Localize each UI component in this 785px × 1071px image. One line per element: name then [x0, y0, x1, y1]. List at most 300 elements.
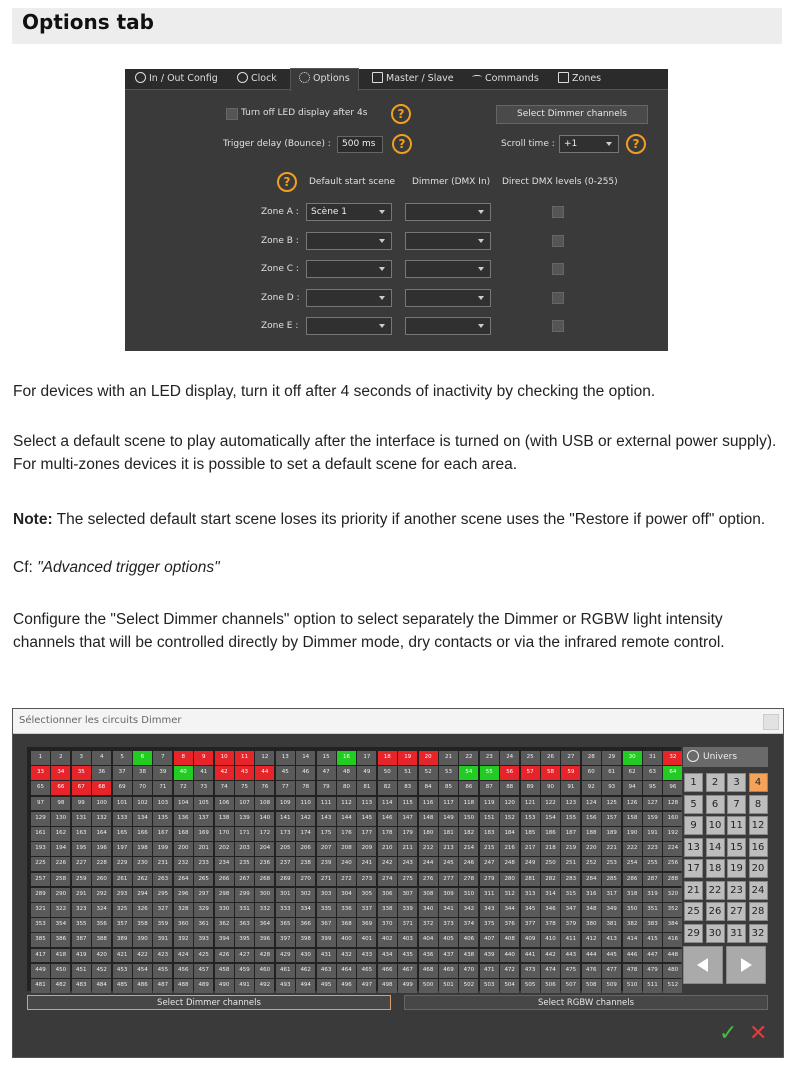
channel-cell[interactable]: 87: [480, 781, 499, 795]
channel-cell[interactable]: 220: [582, 842, 601, 856]
universe-button[interactable]: 20: [749, 859, 768, 878]
channel-cell[interactable]: 244: [419, 857, 438, 871]
zone-b-dimmer-select[interactable]: [405, 232, 491, 250]
channel-cell[interactable]: 144: [337, 812, 356, 826]
channel-cell[interactable]: 159: [643, 812, 662, 826]
channel-cell[interactable]: 405: [439, 933, 458, 947]
channel-cell[interactable]: 190: [623, 827, 642, 841]
universe-button[interactable]: 6: [706, 795, 725, 814]
channel-cell[interactable]: 360: [174, 918, 193, 932]
channel-cell[interactable]: 402: [378, 933, 397, 947]
channel-cell[interactable]: 297: [194, 888, 213, 902]
channel-cell[interactable]: 495: [317, 979, 336, 993]
channel-cell[interactable]: 324: [92, 903, 111, 917]
channel-cell[interactable]: 228: [92, 857, 111, 871]
channel-cell[interactable]: 124: [582, 797, 601, 811]
universe-button[interactable]: 12: [749, 816, 768, 835]
channel-cell[interactable]: 364: [255, 918, 274, 932]
channel-cell[interactable]: 2: [51, 751, 70, 765]
channel-cell[interactable]: 383: [643, 918, 662, 932]
channel-cell[interactable]: 146: [378, 812, 397, 826]
channel-cell[interactable]: 157: [602, 812, 621, 826]
channel-cell[interactable]: 232: [174, 857, 193, 871]
channel-cell[interactable]: 262: [133, 873, 152, 887]
tab-clock[interactable]: Clock: [237, 69, 277, 89]
channel-cell[interactable]: 325: [113, 903, 132, 917]
channel-cell[interactable]: 467: [398, 964, 417, 978]
channel-cell[interactable]: 454: [133, 964, 152, 978]
zone-e-scene-select[interactable]: [306, 317, 392, 335]
channel-cell[interactable]: 499: [398, 979, 417, 993]
channel-cell[interactable]: 428: [255, 949, 274, 963]
channel-cell[interactable]: 24: [500, 751, 519, 765]
channel-cell[interactable]: 459: [235, 964, 254, 978]
channel-cell[interactable]: 179: [398, 827, 417, 841]
channel-cell[interactable]: 18: [378, 751, 397, 765]
channel-cell[interactable]: 186: [541, 827, 560, 841]
channel-cell[interactable]: 85: [439, 781, 458, 795]
help-icon-trigger[interactable]: ?: [392, 134, 412, 154]
channel-cell[interactable]: 57: [521, 766, 540, 780]
channel-cell[interactable]: 299: [235, 888, 254, 902]
channel-cell[interactable]: 468: [419, 964, 438, 978]
channel-cell[interactable]: 406: [459, 933, 478, 947]
channel-cell[interactable]: 52: [419, 766, 438, 780]
channel-cell[interactable]: 308: [419, 888, 438, 902]
channel-cell[interactable]: 155: [561, 812, 580, 826]
channel-cell[interactable]: 396: [255, 933, 274, 947]
channel-cell[interactable]: 366: [296, 918, 315, 932]
channel-cell[interactable]: 392: [174, 933, 193, 947]
channel-cell[interactable]: 114: [378, 797, 397, 811]
channel-cell[interactable]: 88: [500, 781, 519, 795]
help-icon-scroll[interactable]: ?: [626, 134, 646, 154]
channel-cell[interactable]: 7: [153, 751, 172, 765]
universe-button[interactable]: 7: [727, 795, 746, 814]
channel-cell[interactable]: 323: [72, 903, 91, 917]
channel-cell[interactable]: 121: [521, 797, 540, 811]
channel-cell[interactable]: 343: [480, 903, 499, 917]
channel-cell[interactable]: 441: [521, 949, 540, 963]
channel-cell[interactable]: 288: [663, 873, 682, 887]
channel-cell[interactable]: 373: [439, 918, 458, 932]
channel-cell[interactable]: 131: [72, 812, 91, 826]
channel-cell[interactable]: 11: [235, 751, 254, 765]
channel-cell[interactable]: 498: [378, 979, 397, 993]
channel-cell[interactable]: 512: [663, 979, 682, 993]
channel-cell[interactable]: 51: [398, 766, 417, 780]
channel-cell[interactable]: 410: [541, 933, 560, 947]
next-universe-button[interactable]: [726, 946, 766, 984]
channel-cell[interactable]: 221: [602, 842, 621, 856]
channel-cell[interactable]: 32: [663, 751, 682, 765]
channel-cell[interactable]: 107: [235, 797, 254, 811]
channel-cell[interactable]: 484: [92, 979, 111, 993]
channel-cell[interactable]: 265: [194, 873, 213, 887]
channel-cell[interactable]: 281: [521, 873, 540, 887]
channel-cell[interactable]: 161: [31, 827, 50, 841]
channel-cell[interactable]: 256: [663, 857, 682, 871]
channel-cell[interactable]: 260: [92, 873, 111, 887]
channel-cell[interactable]: 252: [582, 857, 601, 871]
channel-cell[interactable]: 195: [72, 842, 91, 856]
channel-cell[interactable]: 478: [623, 964, 642, 978]
channel-cell[interactable]: 237: [276, 857, 295, 871]
cancel-icon[interactable]: ✕: [749, 1021, 768, 1046]
channel-cell[interactable]: 139: [235, 812, 254, 826]
universe-button[interactable]: 3: [727, 773, 746, 792]
channel-cell[interactable]: 218: [541, 842, 560, 856]
channel-cell[interactable]: 340: [419, 903, 438, 917]
channel-cell[interactable]: 328: [174, 903, 193, 917]
channel-cell[interactable]: 302: [296, 888, 315, 902]
channel-cell[interactable]: 362: [215, 918, 234, 932]
channel-cell[interactable]: 342: [459, 903, 478, 917]
channel-cell[interactable]: 150: [459, 812, 478, 826]
channel-cell[interactable]: 196: [92, 842, 111, 856]
channel-cell[interactable]: 173: [276, 827, 295, 841]
channel-cell[interactable]: 422: [133, 949, 152, 963]
channel-cell[interactable]: 507: [561, 979, 580, 993]
led-off-checkbox[interactable]: [226, 108, 238, 120]
channel-cell[interactable]: 353: [31, 918, 50, 932]
zone-a-dimmer-select[interactable]: [405, 203, 491, 221]
channel-cell[interactable]: 411: [561, 933, 580, 947]
channel-cell[interactable]: 387: [72, 933, 91, 947]
channel-cell[interactable]: 163: [72, 827, 91, 841]
channel-cell[interactable]: 82: [378, 781, 397, 795]
channel-cell[interactable]: 466: [378, 964, 397, 978]
channel-cell[interactable]: 171: [235, 827, 254, 841]
channel-cell[interactable]: 198: [133, 842, 152, 856]
channel-cell[interactable]: 348: [582, 903, 601, 917]
channel-cell[interactable]: 435: [398, 949, 417, 963]
channel-cell[interactable]: 431: [317, 949, 336, 963]
channel-cell[interactable]: 112: [337, 797, 356, 811]
channel-cell[interactable]: 494: [296, 979, 315, 993]
channel-cell[interactable]: 339: [398, 903, 417, 917]
channel-cell[interactable]: 48: [337, 766, 356, 780]
channel-cell[interactable]: 462: [296, 964, 315, 978]
channel-cell[interactable]: 321: [31, 903, 50, 917]
channel-cell[interactable]: 174: [296, 827, 315, 841]
channel-cell[interactable]: 118: [459, 797, 478, 811]
channel-cell[interactable]: 358: [133, 918, 152, 932]
channel-cell[interactable]: 458: [215, 964, 234, 978]
channel-cell[interactable]: 235: [235, 857, 254, 871]
channel-cell[interactable]: 426: [215, 949, 234, 963]
channel-cell[interactable]: 273: [357, 873, 376, 887]
universe-button[interactable]: 24: [749, 881, 768, 900]
scroll-time-select[interactable]: +1: [559, 135, 619, 153]
channel-cell[interactable]: 305: [357, 888, 376, 902]
channel-cell[interactable]: 128: [663, 797, 682, 811]
channel-cell[interactable]: 439: [480, 949, 499, 963]
channel-cell[interactable]: 75: [235, 781, 254, 795]
universe-button[interactable]: 11: [727, 816, 746, 835]
channel-cell[interactable]: 72: [174, 781, 193, 795]
channel-cell[interactable]: 487: [153, 979, 172, 993]
channel-cell[interactable]: 407: [480, 933, 499, 947]
channel-cell[interactable]: 451: [72, 964, 91, 978]
channel-cell[interactable]: 200: [174, 842, 193, 856]
channel-cell[interactable]: 96: [663, 781, 682, 795]
channel-cell[interactable]: 472: [500, 964, 519, 978]
zone-c-dimmer-select[interactable]: [405, 260, 491, 278]
channel-cell[interactable]: 185: [521, 827, 540, 841]
channel-cell[interactable]: 210: [378, 842, 397, 856]
channel-cell[interactable]: 138: [215, 812, 234, 826]
channel-cell[interactable]: 322: [51, 903, 70, 917]
channel-cell[interactable]: 178: [378, 827, 397, 841]
universe-button[interactable]: 22: [706, 881, 725, 900]
channel-cell[interactable]: 49: [357, 766, 376, 780]
channel-cell[interactable]: 222: [623, 842, 642, 856]
channel-cell[interactable]: 450: [51, 964, 70, 978]
channel-cell[interactable]: 271: [317, 873, 336, 887]
zone-b-scene-select[interactable]: [306, 232, 392, 250]
channel-cell[interactable]: 490: [215, 979, 234, 993]
channel-cell[interactable]: 359: [153, 918, 172, 932]
channel-cell[interactable]: 378: [541, 918, 560, 932]
channel-cell[interactable]: 213: [439, 842, 458, 856]
channel-cell[interactable]: 455: [153, 964, 172, 978]
channel-cell[interactable]: 481: [31, 979, 50, 993]
channel-cell[interactable]: 416: [663, 933, 682, 947]
channel-cell[interactable]: 202: [215, 842, 234, 856]
channel-cell[interactable]: 292: [92, 888, 111, 902]
channel-cell[interactable]: 505: [521, 979, 540, 993]
channel-cell[interactable]: 182: [459, 827, 478, 841]
channel-cell[interactable]: 74: [215, 781, 234, 795]
channel-cell[interactable]: 420: [92, 949, 111, 963]
channel-cell[interactable]: 279: [480, 873, 499, 887]
channel-cell[interactable]: 311: [480, 888, 499, 902]
channel-cell[interactable]: 30: [623, 751, 642, 765]
channel-cell[interactable]: 437: [439, 949, 458, 963]
channel-cell[interactable]: 312: [500, 888, 519, 902]
channel-cell[interactable]: 94: [623, 781, 642, 795]
channel-cell[interactable]: 142: [296, 812, 315, 826]
channel-cell[interactable]: 496: [337, 979, 356, 993]
channel-cell[interactable]: 212: [419, 842, 438, 856]
channel-cell[interactable]: 293: [113, 888, 132, 902]
channel-cell[interactable]: 169: [194, 827, 213, 841]
channel-cell[interactable]: 76: [255, 781, 274, 795]
channel-cell[interactable]: 100: [92, 797, 111, 811]
universe-button[interactable]: 31: [727, 924, 746, 943]
universe-button[interactable]: 30: [706, 924, 725, 943]
channel-cell[interactable]: 71: [153, 781, 172, 795]
channel-cell[interactable]: 188: [582, 827, 601, 841]
channel-cell[interactable]: 270: [296, 873, 315, 887]
channel-cell[interactable]: 9: [194, 751, 213, 765]
channel-cell[interactable]: 283: [561, 873, 580, 887]
channel-cell[interactable]: 375: [480, 918, 499, 932]
zone-e-dimmer-select[interactable]: [405, 317, 491, 335]
channel-cell[interactable]: 143: [317, 812, 336, 826]
channel-cell[interactable]: 268: [255, 873, 274, 887]
channel-cell[interactable]: 368: [337, 918, 356, 932]
channel-cell[interactable]: 264: [174, 873, 193, 887]
channel-cell[interactable]: 380: [582, 918, 601, 932]
channel-cell[interactable]: 511: [643, 979, 662, 993]
channel-cell[interactable]: 489: [194, 979, 213, 993]
channel-cell[interactable]: 193: [31, 842, 50, 856]
channel-cell[interactable]: 227: [72, 857, 91, 871]
channel-cell[interactable]: 8: [174, 751, 193, 765]
channel-cell[interactable]: 153: [521, 812, 540, 826]
tab-zones[interactable]: Zones: [558, 69, 601, 89]
channel-cell[interactable]: 73: [194, 781, 213, 795]
channel-cell[interactable]: 231: [153, 857, 172, 871]
channel-cell[interactable]: 14: [296, 751, 315, 765]
channel-cell[interactable]: 242: [378, 857, 397, 871]
channel-cell[interactable]: 376: [500, 918, 519, 932]
channel-cell[interactable]: 36: [92, 766, 111, 780]
channel-cell[interactable]: 42: [215, 766, 234, 780]
channel-cell[interactable]: 493: [276, 979, 295, 993]
channel-cell[interactable]: 86: [459, 781, 478, 795]
channel-cell[interactable]: 284: [582, 873, 601, 887]
channel-cell[interactable]: 294: [133, 888, 152, 902]
channel-cell[interactable]: 47: [317, 766, 336, 780]
channel-cell[interactable]: 317: [602, 888, 621, 902]
channel-cell[interactable]: 55: [480, 766, 499, 780]
universe-button[interactable]: 13: [684, 838, 703, 857]
channel-cell[interactable]: 16: [337, 751, 356, 765]
channel-cell[interactable]: 443: [561, 949, 580, 963]
channel-cell[interactable]: 357: [113, 918, 132, 932]
channel-cell[interactable]: 59: [561, 766, 580, 780]
channel-cell[interactable]: 440: [500, 949, 519, 963]
channel-cell[interactable]: 503: [480, 979, 499, 993]
channel-cell[interactable]: 274: [378, 873, 397, 887]
channel-cell[interactable]: 248: [500, 857, 519, 871]
channel-cell[interactable]: 474: [541, 964, 560, 978]
channel-cell[interactable]: 181: [439, 827, 458, 841]
channel-cell[interactable]: 113: [357, 797, 376, 811]
channel-cell[interactable]: 335: [317, 903, 336, 917]
channel-cell[interactable]: 427: [235, 949, 254, 963]
channel-cell[interactable]: 40: [174, 766, 193, 780]
universe-button[interactable]: 32: [749, 924, 768, 943]
channel-cell[interactable]: 447: [643, 949, 662, 963]
channel-cell[interactable]: 394: [215, 933, 234, 947]
channel-cell[interactable]: 452: [92, 964, 111, 978]
channel-cell[interactable]: 167: [153, 827, 172, 841]
channel-cell[interactable]: 475: [561, 964, 580, 978]
channel-cell[interactable]: 162: [51, 827, 70, 841]
help-icon-led[interactable]: ?: [391, 104, 411, 124]
universe-button[interactable]: 4: [749, 773, 768, 792]
channel-cell[interactable]: 423: [153, 949, 172, 963]
select-rgbw-channels-tab[interactable]: Select RGBW channels: [404, 995, 768, 1010]
universe-button[interactable]: 5: [684, 795, 703, 814]
channel-cell[interactable]: 418: [51, 949, 70, 963]
channel-cell[interactable]: 300: [255, 888, 274, 902]
channel-cell[interactable]: 379: [561, 918, 580, 932]
channel-cell[interactable]: 183: [480, 827, 499, 841]
channel-cell[interactable]: 257: [31, 873, 50, 887]
channel-cell[interactable]: 145: [357, 812, 376, 826]
channel-cell[interactable]: 425: [194, 949, 213, 963]
channel-cell[interactable]: 408: [500, 933, 519, 947]
channel-cell[interactable]: 101: [113, 797, 132, 811]
channel-cell[interactable]: 207: [317, 842, 336, 856]
channel-cell[interactable]: 224: [663, 842, 682, 856]
channel-cell[interactable]: 442: [541, 949, 560, 963]
channel-cell[interactable]: 350: [623, 903, 642, 917]
universe-button[interactable]: 27: [727, 902, 746, 921]
channel-cell[interactable]: 106: [215, 797, 234, 811]
channel-cell[interactable]: 404: [419, 933, 438, 947]
zone-d-scene-select[interactable]: [306, 289, 392, 307]
zone-c-direct-checkbox[interactable]: [552, 263, 564, 275]
channel-cell[interactable]: 184: [500, 827, 519, 841]
channel-cell[interactable]: 384: [663, 918, 682, 932]
channel-cell[interactable]: 272: [337, 873, 356, 887]
channel-cell[interactable]: 486: [133, 979, 152, 993]
channel-cell[interactable]: 243: [398, 857, 417, 871]
channel-cell[interactable]: 448: [663, 949, 682, 963]
channel-cell[interactable]: 189: [602, 827, 621, 841]
channel-cell[interactable]: 296: [174, 888, 193, 902]
channel-cell[interactable]: 239: [317, 857, 336, 871]
channel-cell[interactable]: 39: [153, 766, 172, 780]
universe-button[interactable]: 9: [684, 816, 703, 835]
channel-cell[interactable]: 22: [459, 751, 478, 765]
channel-cell[interactable]: 470: [459, 964, 478, 978]
channel-cell[interactable]: 160: [663, 812, 682, 826]
channel-cell[interactable]: 62: [623, 766, 642, 780]
channel-cell[interactable]: 122: [541, 797, 560, 811]
channel-cell[interactable]: 445: [602, 949, 621, 963]
channel-cell[interactable]: 336: [337, 903, 356, 917]
channel-cell[interactable]: 154: [541, 812, 560, 826]
channel-cell[interactable]: 70: [133, 781, 152, 795]
channel-cell[interactable]: 23: [480, 751, 499, 765]
channel-cell[interactable]: 217: [521, 842, 540, 856]
channel-cell[interactable]: 10: [215, 751, 234, 765]
channel-cell[interactable]: 105: [194, 797, 213, 811]
channel-cell[interactable]: 126: [623, 797, 642, 811]
channel-cell[interactable]: 508: [582, 979, 601, 993]
channel-cell[interactable]: 457: [194, 964, 213, 978]
channel-cell[interactable]: 506: [541, 979, 560, 993]
channel-cell[interactable]: 261: [113, 873, 132, 887]
channel-cell[interactable]: 123: [561, 797, 580, 811]
channel-cell[interactable]: 65: [31, 781, 50, 795]
channel-cell[interactable]: 79: [317, 781, 336, 795]
channel-cell[interactable]: 303: [317, 888, 336, 902]
channel-cell[interactable]: 401: [357, 933, 376, 947]
channel-cell[interactable]: 374: [459, 918, 478, 932]
channel-cell[interactable]: 315: [561, 888, 580, 902]
channel-cell[interactable]: 434: [378, 949, 397, 963]
channel-cell[interactable]: 370: [378, 918, 397, 932]
channel-cell[interactable]: 225: [31, 857, 50, 871]
select-dimmer-channels-tab[interactable]: Select Dimmer channels: [27, 995, 391, 1010]
channel-cell[interactable]: 166: [133, 827, 152, 841]
channel-cell[interactable]: 473: [521, 964, 540, 978]
channel-cell[interactable]: 390: [133, 933, 152, 947]
channel-cell[interactable]: 35: [72, 766, 91, 780]
channel-cell[interactable]: 399: [317, 933, 336, 947]
channel-cell[interactable]: 12: [255, 751, 274, 765]
channel-cell[interactable]: 240: [337, 857, 356, 871]
universe-button[interactable]: 19: [727, 859, 746, 878]
